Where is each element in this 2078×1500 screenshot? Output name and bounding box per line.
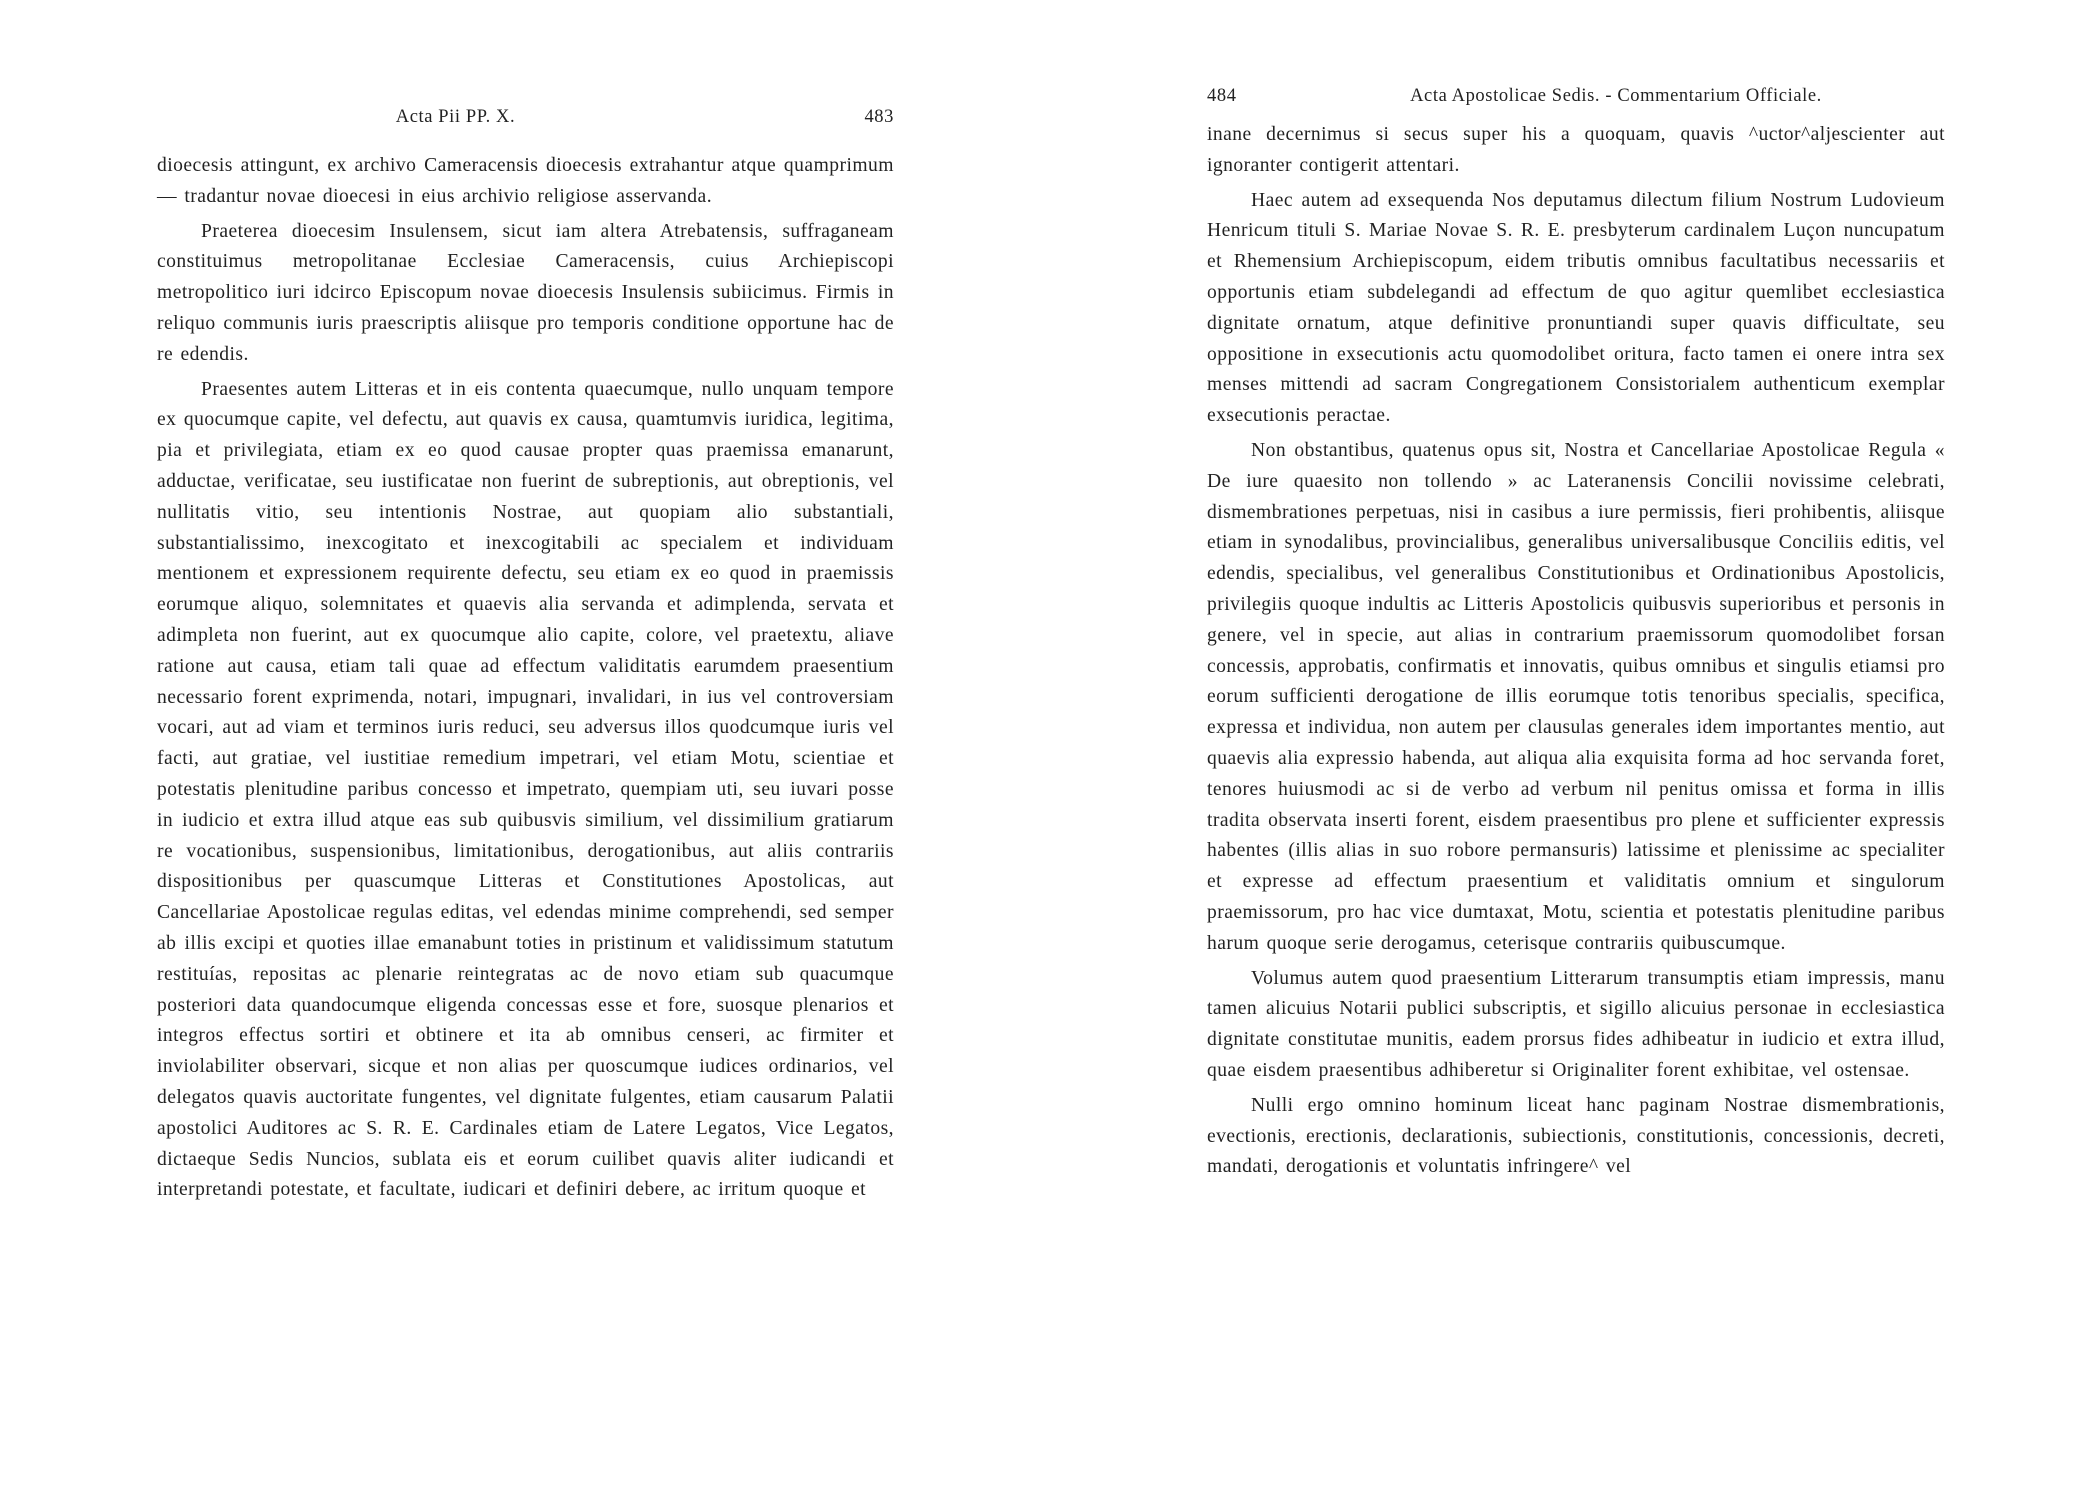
running-head <box>1207 86 1945 120</box>
page-number: 484 <box>1207 86 1237 106</box>
paragraph: Praesentes autem Litteras et in eis contenta quaecumque, nullo unquam tempore ex quocumque capite, vel defectu, aut quavis ex causa, quamtumvis iuridica, legitima, pia et privilegiata, etiam ex eo quod causae propter quas praemissa emanarunt, adductae, verificatae, seu iustificatae non fuerint de subreptionis, aut obreptionis, vel nullitatis vitio, seu intentionis Nostrae, aut quopiam alio substantiali, substantialissimo, inexcogitato et inexcogitabili ac specialem et individuam mentionem et expressionem requirente defectu, seu etiam ex eo quod in praemissis eorumque aliquo, solemnitates et quaevis alia servanda et adimplenda, servata et adimpleta non fuerint, aut ex quocumque alio capite, colore, vel praetextu, aliave ratione aut causa, etiam tali quae ad effectum validitatis earumdem praesentium necessario forent exprimenda, notari, impugnari, invalidari, in ius vel controversiam vocari, aut ad viam et terminos iuris reduci, seu adversus illos quodcumque iuris vel facti, aut gratiae, vel iustitiae remedium impetrari, vel etiam Motu, scientiae et potestatis plenitudine paribus concesso et impetrato, quempiam uti, seu iuvari posse in iudicio et extra illud atque eas sub quibusvis similium, vel dissimilium gratiarum re vocationibus, suspensionibus, limitationibus, derogationibus, aut aliis contrariis dispositionibus per quascumque Litteras et Constitutiones Apostolicas, aut Cancellariae Apostolicae regulas editas, vel edendas minime comprehendi, sed semper ab illis excipi et quoties illae emanabunt toties in pristinum et validissimum statutum restituías, repositas ac plenarie reintegratas ac de novo etiam sub quacumque posteriori data quandocumque eligenda concessas esse et fore, suosque plenarios et integros effectus sortiri et obtinere et ita ab omnibus censeri, ac firmiter et inviolabiliter observari, sicque et non alias per quoscumque iudices ordinarios, vel delegatos quavis auctoritate fungentes, vel dignitate fulgentes, etiam causarum Palatii apostolici Auditores ac S. R. E. Cardinales etiam de Latere Legatos, Vice Legatos, dictaeque Sedis Nuncios, sublata eis et eorum cuilibet quavis aliter iudicandi et interpretandi potestate, et facultate, iudicari et definiri debere, ac irritum quoque et <box>157 378 894 1201</box>
running-head <box>157 107 894 141</box>
paragraph: Nulli ergo omnino hominum liceat hanc paginam Nostrae dismembrationis, evectionis, erectionis, declarationis, subiectionis, constitutionis, concessionis, decreti, mandati, derogationis et voluntatis infringere^ vel <box>1207 1094 1945 1178</box>
running-title: Acta Apostolicae Sedis. - Commentarium Officiale. <box>1410 86 1822 106</box>
page-body <box>157 151 894 1206</box>
right-page <box>1207 0 1945 1187</box>
paragraph: dioecesis attingunt, ex archivo Cameracensis dioecesis extrahantur atque quamprimum— tradantur novae dioecesi in eius archivio religiose asservanda. <box>157 155 894 207</box>
paragraph: Volumus autem quod praesentium Litterarum transumptis etiam impressis, manu tamen alicuius Notarii publici subscriptis, et sigillo alicuius personae in ecclesiastica dignitate constitutae munitis, eadem prorsus fides adhibeatur in iudicio et extra illud, quae eisdem praesentibus adhiberetur si Originaliter forent exhibitae, vel ostensae. <box>1207 967 1945 1081</box>
running-title: Acta Pii PP. X. <box>395 107 516 127</box>
paragraph: Haec autem ad exsequenda Nos deputamus dilectum filium Nostrum Ludovieum Henricum tituli S. Mariae Novae S. R. E. presbyterum cardinalem Luçon nuncupatum et Rhemensium Archiepiscopum, eidem tributis omnibus facultatibus necessariis et opportunis etiam subdelegandi ad effectum de quo agitur quemlibet ecclesiastica dignitate ornatum, atque definitive pronuntiandi super quavis difficultate, seu oppositione in exsecutionis actu quomodolibet oritura, facto tamen ei onere intra sex menses mittendi ad sacram Congregationem Consistorialem authenticum exemplar exsecutionis peractae. <box>1207 189 1945 427</box>
paragraph: Praeterea dioecesim Insulensem, sicut iam altera Atrebatensis, suffraganeam constituimus metropolitanae Ecclesiae Cameracensis, cuius Archiepiscopi metropolitico iuri idcirco Episcopum novae dioecesis Insulensis subiicimus. Firmis in reliquo communis iuris praescriptis aliisque pro temporis conditione opportune hac de re edendis. <box>157 220 894 365</box>
paragraph: Non obstantibus, quatenus opus sit, Nostra et Cancellariae Apostolicae Regula « De iure quaesito non tollendo » ac Lateranensis Concilii novissime celebrati, dismembrationes perpetuas, nisi in casibus a iure permissis, fieri prohibentis, aliisque etiam in synodalibus, provincialibus, generalibus universalibusque Conciliis editis, vel edendis, specialibus, vel generalibus Constitutionibus et Ordinationibus Apostolicis, privilegiis quoque indultis ac Litteris Apostolicis quibusvis superioribus et personis in genere, vel in specie, aut alias in contrarium praemissorum quomodolibet forsan concessis, approbatis, confirmatis et innovatis, quibus omnibus et singulis etiamsi pro eorum sufficienti derogatione de illis eorumque totis tenoribus specialis, specifica, expressa et individua, non autem per clausulas generales idem importantes mentio, aut quaevis alia expressio habenda, aut aliqua alia exquisita forma ad hoc servanda foret, tenores huiusmodi ac si de verbo ad verbum nil penitus omissa et forma in illis tradita observata inserti forent, eisdem praesentibus pro plene et sufficienter expressis habentes (illis alias in suo robore permansuris) latissime et plenissime ac specialiter et expresse ad effectum praesentium et validitatis omnium et singulorum praemissorum, pro hac vice dumtaxat, Motu, scientia et potestatis plenitudine paribus harum quoque serie derogamus, ceterisque contrariis quibuscumque. <box>1207 439 1945 954</box>
page-number: 483 <box>864 107 894 127</box>
left-page <box>157 0 894 1210</box>
paragraph: inane decernimus si secus super his a quoquam, quavis ^uctor^aljescienter aut ignoranter contigerit attentari. <box>1207 124 1945 176</box>
page-body <box>1207 120 1945 1183</box>
